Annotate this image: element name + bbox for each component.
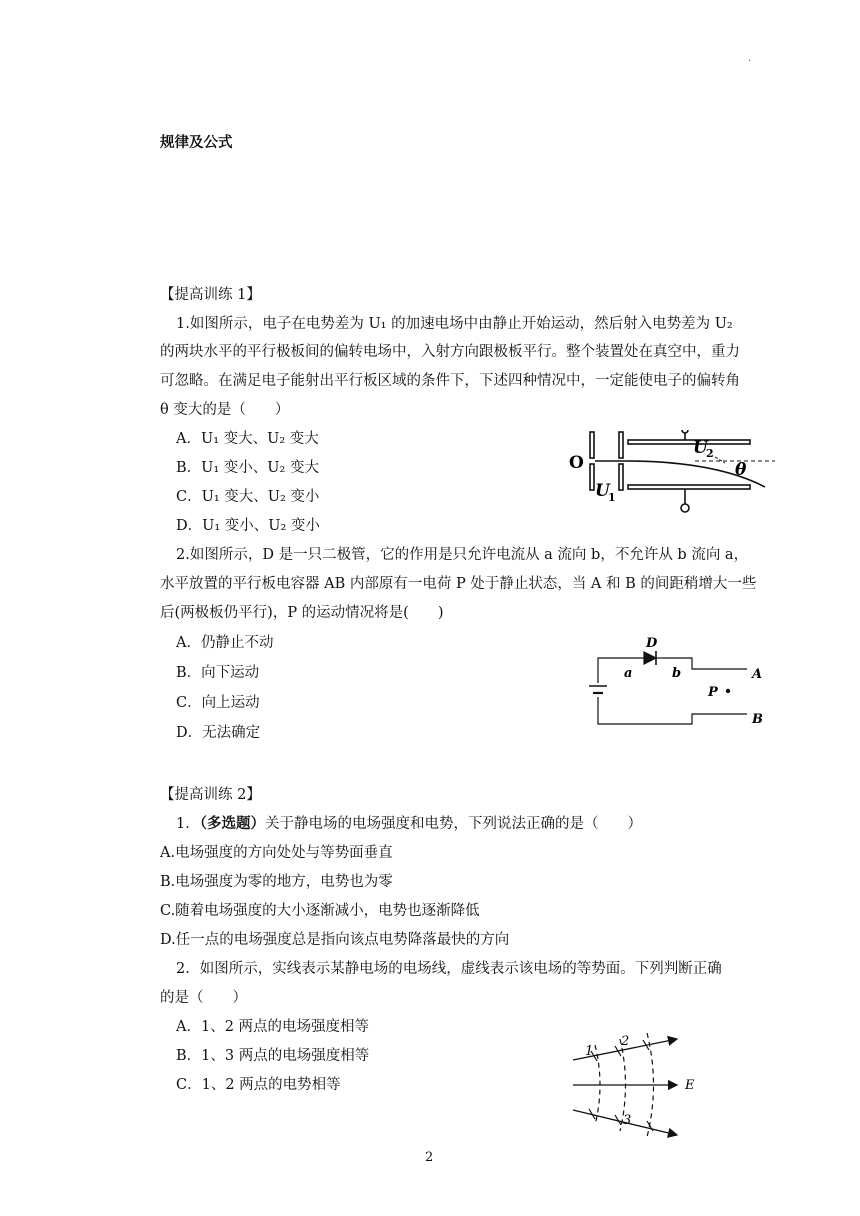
deflection-plate-top [628,440,750,444]
t2-q1-option-d: D.任一点的电场强度总是指向该点电势降落最快的方向 [160,932,510,948]
header-dot: · [748,56,752,67]
label-theta: θ [735,460,747,480]
t1-q1-option-b: B．U₁ 变小、U₂ 变大 [176,460,319,476]
t2-q1-prefix: 1． [176,816,200,832]
t2-q2-option-c: C．1、2 两点的电势相等 [176,1077,341,1093]
t2-q1-option-b: B.电场强度为零的地方，电势也为零 [160,874,393,890]
t1-q2-option-a: A．仍静止不动 [176,635,274,651]
label-b: b [672,666,682,681]
t2-q1-stem-line [176,814,642,834]
t1-q1-option-a: A．U₁ 变大、U₂ 变大 [176,431,319,447]
label-u1-sub: 1 [608,491,616,504]
accel-plate-left-top [590,432,594,458]
t1-q2-line2: 水平放置的平行板电容器 AB 内部原有一电荷 P 处于静止状态，当 A 和 B 的间距稍增大一些 [160,576,757,592]
accel-plate-left-bottom [590,464,594,490]
deflection-plate-bottom [628,485,750,489]
label-u2-sub: 2 [706,447,714,460]
training2-title: 【提高训练 2】 [160,787,261,803]
t2-q1-stem: 关于静电场的电场强度和电势，下列说法正确的是（ ） [264,816,642,832]
label-3: 3 [623,1113,632,1128]
t2-q1-tag: （多选题） [199,816,265,832]
t1-q2-option-c: C．向上运动 [176,695,260,711]
training1-title: 【提高训练 1】 [160,287,261,303]
label-a: a [624,666,633,681]
field-lines-figure [565,1025,715,1145]
label-o: O [569,453,584,473]
t1-q2-line3: 后(两极板仍平行)，P 的运动情况将是( ) [160,605,444,621]
t1-q2-option-d: D．无法确定 [176,725,261,741]
label-e: E [685,1078,695,1093]
page-number: 2 [425,1150,434,1165]
accel-plate-right-top [619,432,623,458]
t2-q1-option-a: A.电场强度的方向处处与等势面垂直 [160,845,393,861]
t1-q1-option-c: C．U₁ 变大、U₂ 变小 [176,489,320,505]
t1-q1-line3: 可忽略。在满足电子能射出平行板区域的条件下，下述四种情况中，一定能使电子的偏转角 [160,373,740,389]
label-b-plate: B [752,712,763,727]
t1-q1-line1: 1.如图所示，电子在电势差为 U₁ 的加速电场中由静止开始运动，然后射入电势差为 U₂ [176,316,733,332]
t2-q2-line1: 2．如图所示，实线表示某静电场的电场线，虚线表示该电场的等势面。下列判断正确 [176,961,722,977]
t2-q1-option-c: C.随着电场强度的大小逐渐减小，电势也逐渐降低 [160,903,480,919]
deflection-figure [565,430,785,525]
label-a-plate: A [752,667,763,682]
section-title: 规律及公式 [160,135,233,151]
label-1: 1 [585,1044,594,1059]
diode-circuit-figure [582,633,777,728]
label-p: P [708,685,718,700]
t1-q1-line2: 的两块水平的平行极板间的偏转电场中，入射方向跟极板平行。整个装置处在真空中，重力 [160,344,740,360]
t2-q2-option-b: B．1、3 两点的电场强度相等 [176,1048,370,1064]
t1-q2-line1: 2.如图所示，D 是一只二极管，它的作用是只允许电流从 a 流向 b，不允许从 b 流向 a， [176,547,749,563]
t1-q1-option-d: D．U₁ 变小、U₂ 变小 [176,518,320,534]
t2-q2-option-a: A．1、2 两点的电场强度相等 [176,1019,370,1035]
label-2: 2 [621,1034,630,1049]
t1-q1-line4: θ 变大的是（ ） [160,402,290,418]
label-u1: U [595,481,610,501]
accel-plate-right-bottom [619,464,623,490]
t1-q2-option-b: B．向下运动 [176,665,260,681]
t2-q2-line2: 的是（ ） [160,990,247,1006]
label-u2: U [693,438,708,458]
label-d: D [646,636,658,651]
